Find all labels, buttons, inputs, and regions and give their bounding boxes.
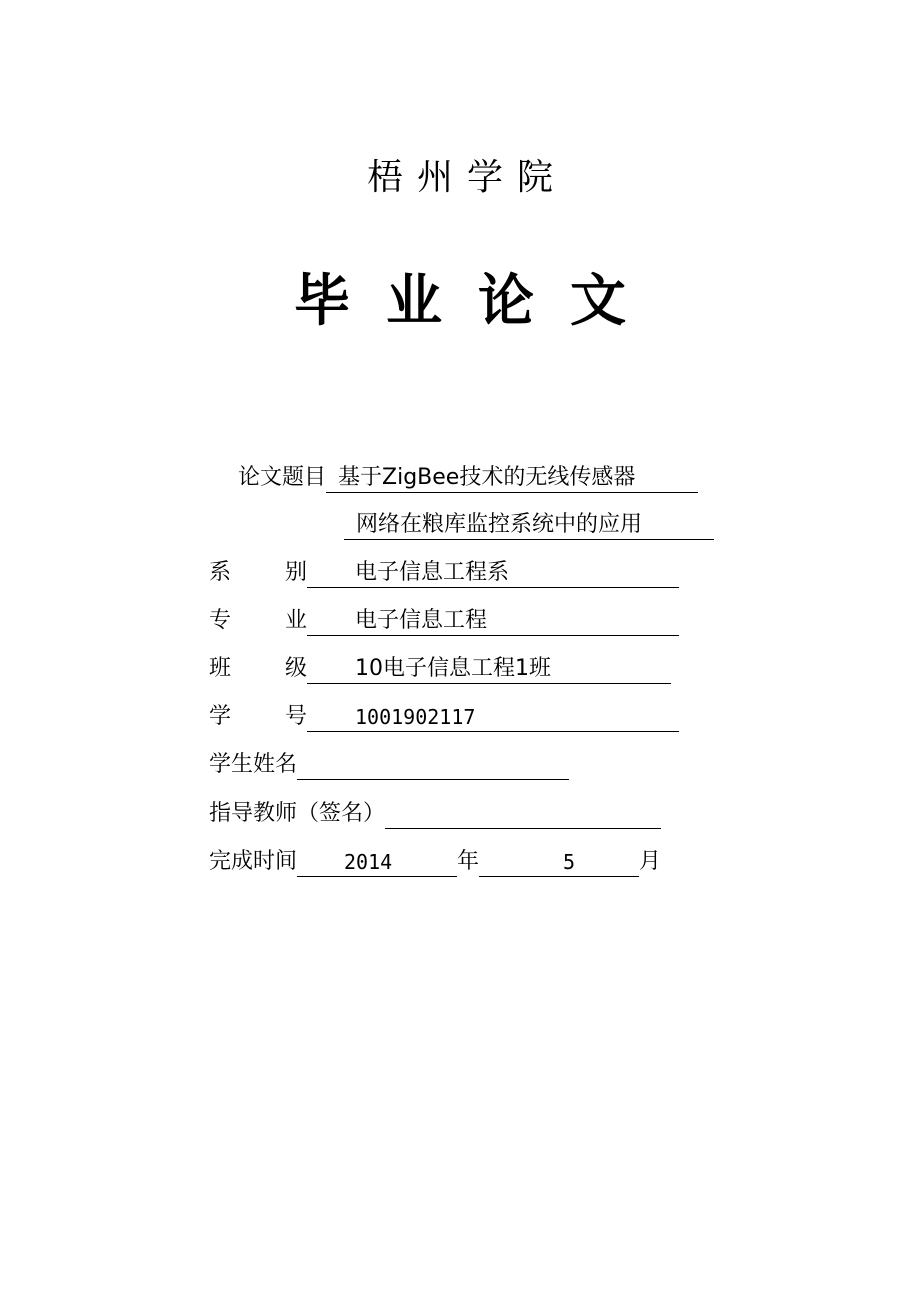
document-type-title: 毕业论文 <box>294 269 662 334</box>
major-label: 专 业 <box>209 608 307 633</box>
month-value: 5 <box>563 850 576 874</box>
class-label: 班 级 <box>209 656 307 681</box>
student-id-row <box>209 702 679 732</box>
month-unit: 月 <box>639 849 662 874</box>
class-row <box>209 654 671 684</box>
department-value: 电子信息工程系 <box>355 560 510 585</box>
major-row <box>209 606 679 636</box>
thesis-title-line-2: 网络在粮库监控系统中的应用 <box>356 512 643 537</box>
class-field <box>307 654 671 684</box>
department-field <box>307 558 679 588</box>
department-label: 系 别 <box>209 560 307 585</box>
department-row <box>209 558 679 588</box>
thesis-title-label: 论文题目 <box>238 465 327 490</box>
major-value: 电子信息工程 <box>355 608 488 633</box>
advisor-row <box>209 799 661 829</box>
year-unit: 年 <box>457 849 480 874</box>
year-value: 2014 <box>344 850 393 874</box>
school-name: 梧州学院 <box>366 157 567 198</box>
completion-date-label: 完成时间 <box>209 849 298 874</box>
thesis-title-line-1: 基于ZigBee技术的无线传感器 <box>338 465 636 490</box>
thesis-title-field-1 <box>326 463 698 493</box>
thesis-title-row-2 <box>344 510 714 540</box>
advisor-label: 指导教师（签名） <box>209 801 386 826</box>
major-field <box>307 606 679 636</box>
student-id-label: 学 号 <box>209 704 307 729</box>
student-name-field <box>297 750 569 780</box>
student-name-label: 学生姓名 <box>209 752 298 777</box>
student-name-row <box>209 750 569 780</box>
year-field <box>297 847 457 877</box>
thesis-title-field-2 <box>344 510 714 540</box>
student-id-field <box>307 702 679 732</box>
completion-date-row <box>209 847 661 877</box>
thesis-title-row-1 <box>238 463 698 493</box>
class-value: 10电子信息工程1班 <box>355 656 551 681</box>
month-field <box>479 847 639 877</box>
advisor-signature-field <box>385 799 661 829</box>
student-id-value: 1001902117 <box>355 705 476 729</box>
